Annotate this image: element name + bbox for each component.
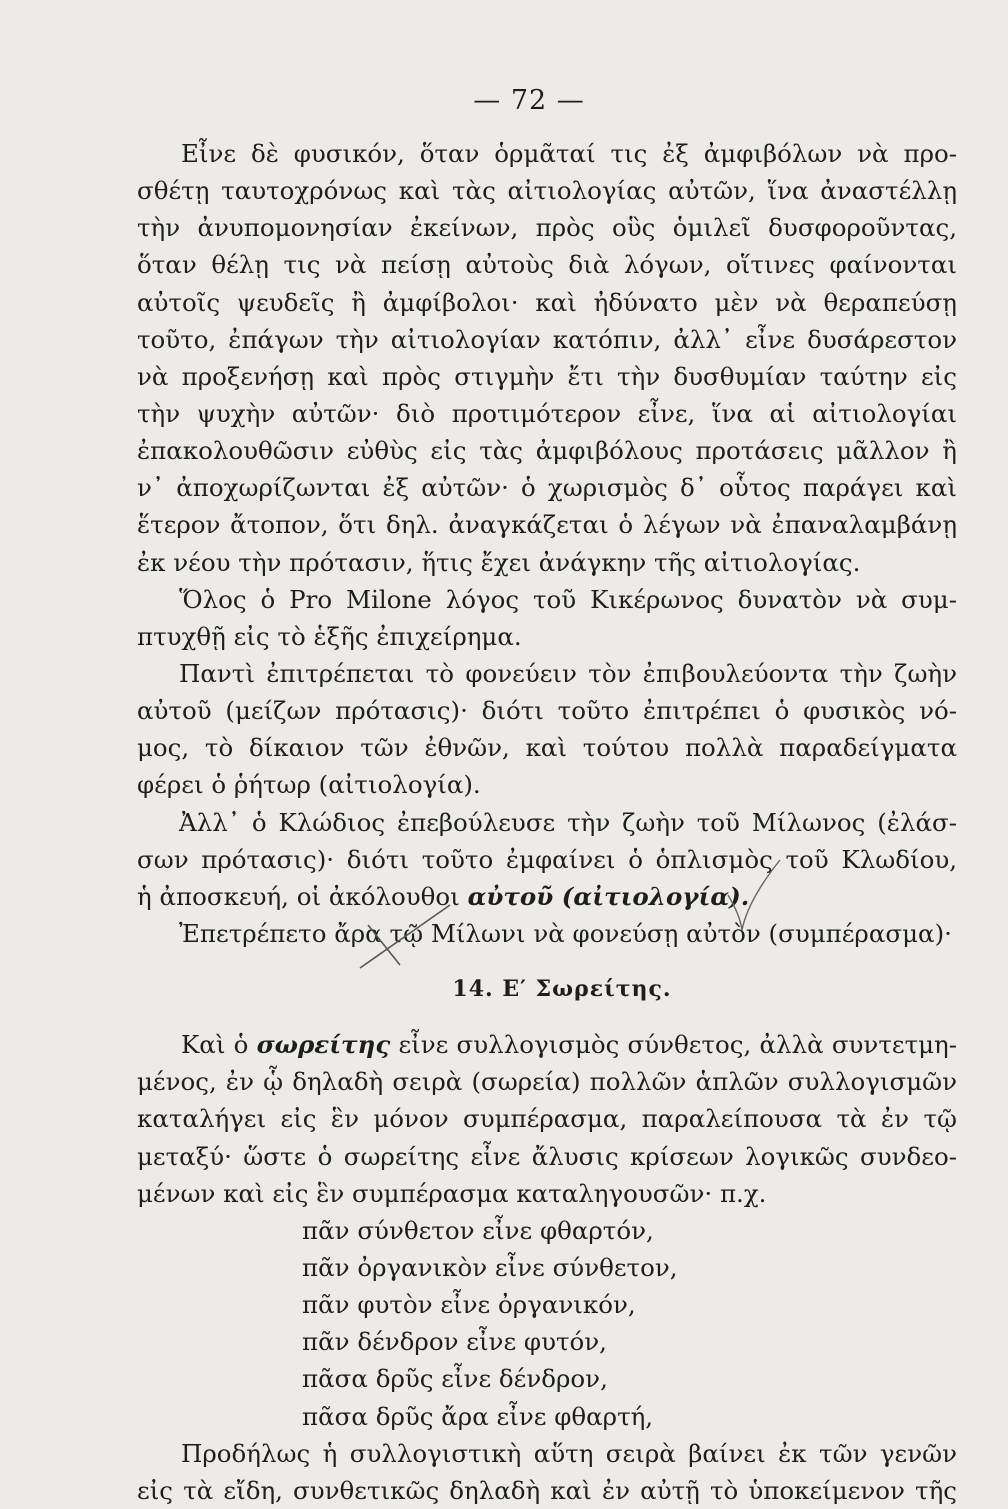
text-line: τὴν ψυχὴν αὐτῶν· διὸ προτιμότερον εἶνε, ἵνα αἱ αἰτιολογίαι (137, 398, 957, 428)
text-line: σθέτῃ ταυτοχρόνως καὶ τὰς αἰτιολογίας αὐτῶν, ἵνα ἀναστέλλῃ (137, 176, 957, 206)
verse-line: πᾶν ὀργανικὸν εἶνε σύνθετον, (302, 1252, 678, 1282)
text-line: Παντὶ ἐπιτρέπεται τὸ φονεύειν τὸν ἐπιβουλεύοντα τὴν ζωὴν (179, 658, 957, 688)
text-line: Προδήλως ἡ συλλογιστικὴ αὕτη σειρὰ βαίνει ἐκ τῶν γενῶν (181, 1438, 957, 1468)
text-line: φέρει ὁ ῥήτωρ (αἰτιολογία). (137, 770, 481, 800)
text-line: αὐτοῦ (μείζων πρότασις)· διότι τοῦτο ἐπιτρέπει ὁ φυσικὸς νό- (137, 696, 957, 726)
verse-line: πᾶν δένδρον εἶνε φυτόν, (302, 1327, 607, 1357)
text-line: αὐτοῖς ψευδεῖς ἢ ἀμφίβολοι· καὶ ἠδύνατο μὲν νὰ θεραπεύσῃ (137, 287, 957, 317)
text-line: ὅταν θέλῃ τις νὰ πείσῃ αὐτοὺς διὰ λόγων, οἵτινες φαίνονται (137, 250, 957, 280)
text-line: ἕτερον ἄτοπον, ὅτι δηλ. ἀναγκάζεται ὁ λέγων νὰ ἐπαναλαμβάνῃ (137, 510, 957, 540)
emphasis-term: σωρείτης (256, 1030, 391, 1060)
text-line: καταλήγει εἰς ἓν μόνον συμπέρασμα, παραλείπουσα τὰ ἐν τῷ (137, 1104, 957, 1134)
text-fragment: εἶνε συλλογισμὸς σύνθετος, ἀλλὰ συντετμη- (398, 1030, 958, 1060)
text-fragment: ἡ ἀποσκευή, οἱ ἀκόλουθοι (137, 881, 460, 911)
text-line: νὰ προξενήσῃ καὶ πρὸς στιγμὴν ἔτι τὴν δυσθυμίαν ταύτην εἰς (137, 361, 957, 391)
body-text (137, 135, 957, 1509)
text-line: τοῦτο, ἐπάγων τὴν αἰτιολογίαν κατόπιν, ἀλλ᾽ εἶνε δυσάρεστον (137, 324, 957, 354)
text-line: ἐπακολουθῶσιν εὐθὺς εἰς τὰς ἀμφιβόλους προτάσεις μᾶλλον ἢ (137, 436, 957, 466)
verse-line: πᾶν φυτὸν εἶνε ὀργανικόν, (302, 1290, 636, 1320)
page-number: — 72 — (473, 85, 585, 116)
verse-line: πᾶσα δρῦς εἶνε δένδρον, (302, 1364, 608, 1394)
verse-line: πᾶν σύνθετον εἶνε φθαρτόν, (302, 1215, 654, 1245)
text-line: τὴν ἀνυπομονησίαν ἐκείνων, πρὸς οὓς ὁμιλεῖ δυσφοροῦντας, (137, 213, 957, 243)
text-line: Εἶνε δὲ φυσικόν, ὅταν ὁρμᾶταί τις ἐξ ἀμφιβόλων νὰ προ- (181, 139, 957, 168)
emphasis-text: αὐτοῦ (αἰτιολογία). (467, 881, 750, 911)
text-line: μένων καὶ εἰς ἓν συμπέρασμα καταληγουσῶν· π.χ. (137, 1178, 767, 1208)
text-line: μος, τὸ δίκαιον τῶν ἐθνῶν, καὶ τούτου πολλὰ παραδείγματα (137, 733, 957, 763)
text-line: μένος, ἐν ᾧ δηλαδὴ σειρὰ (σωρεία) πολλῶν ἁπλῶν συλλογισμῶν (137, 1067, 957, 1097)
text-line (137, 1026, 957, 1063)
text-line: ν᾽ ἀποχωρίζωνται ἐξ αὐτῶν· ὁ χωρισμὸς δ᾽ οὗτος παράγει καὶ (137, 473, 957, 503)
text-line: ἐκ νέου τὴν πρότασιν, ἥτις ἔχει ἀνάγκην τῆς αἰτιολογίας. (137, 547, 861, 577)
text-line (137, 878, 957, 915)
text-line: σων πρότασις)· διότι τοῦτο ἐμφαίνει ὁ ὁπλισμὸς τοῦ Κλωδίου, (137, 844, 957, 874)
text-fragment: Καὶ ὁ (181, 1030, 249, 1060)
text-line: Ἀλλ᾽ ὁ Κλώδιος ἐπεβούλευσε τὴν ζωὴν τοῦ Μίλωνος (ἐλάσ- (179, 807, 957, 837)
text-line: εἰς τὰ εἴδη, συνθετικῶς δηλαδὴ καὶ ἐν αὐτῇ τὸ ὑποκείμενον τῆς (137, 1475, 957, 1505)
section-heading: 14. Ε′ Σωρείτης. (452, 976, 672, 1003)
text-line: πτυχθῇ εἰς τὸ ἑξῆς ἐπιχείρημα. (137, 621, 522, 651)
text-line: μεταξύ· ὥστε ὁ σωρείτης εἶνε ἄλυσις κρίσεων λογικῶς συνδεο- (137, 1141, 957, 1171)
text-line: Ἐπετρέπετο ἄρα τῷ Μίλωνι νὰ φονεύσῃ αὐτὸν (συμπέρασμα)· (179, 918, 952, 948)
text-line: Ὅλος ὁ Pro Milone λόγος τοῦ Κικέρωνος δυνατὸν νὰ συμ- (179, 584, 957, 614)
verse-line: πᾶσα δρῦς ἄρα εἶνε φθαρτή, (302, 1401, 654, 1431)
